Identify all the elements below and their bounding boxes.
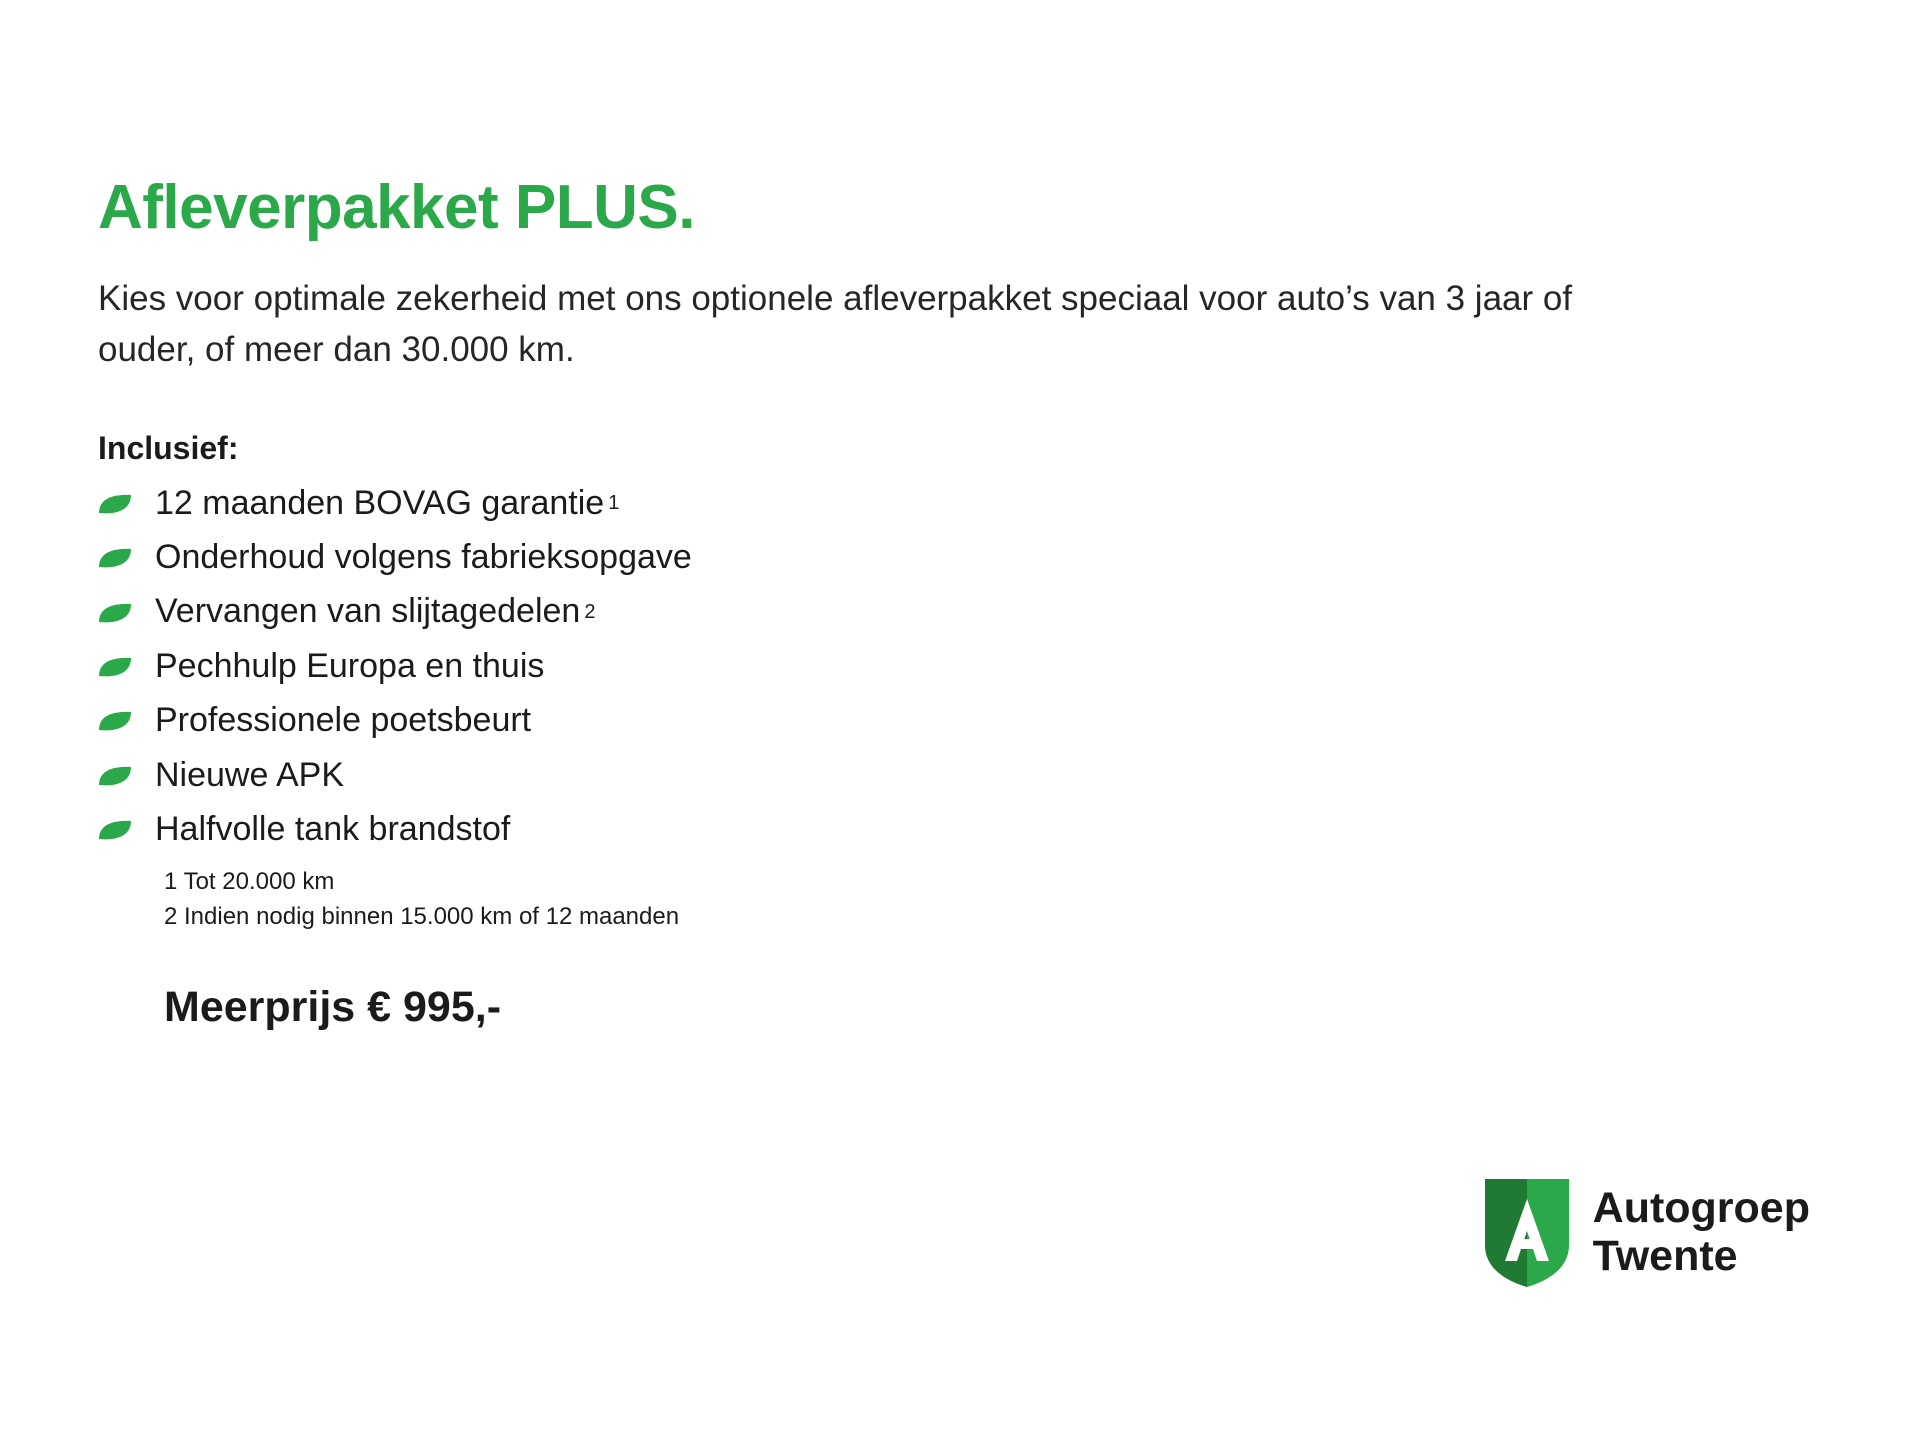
leaf-bullet-icon (98, 493, 132, 516)
intro-paragraph: Kies voor optimale zekerheid met ons optionele afleverpakket speciaal voor auto’s van 3 jaar of ouder, of meer dan 30.000 km. (98, 279, 1573, 369)
list-item (98, 485, 1658, 522)
footnote-marker: 2 (584, 601, 596, 624)
brand-logo-line2: Twente (1592, 1232, 1738, 1280)
content-block (98, 175, 1658, 1032)
list-item-label: Professionele poetsbeurt (155, 701, 532, 740)
leaf-bullet-icon (98, 765, 132, 788)
leaf-bullet-icon (98, 710, 132, 733)
autogroep-twente-shield-icon (1481, 1173, 1573, 1291)
page-title: Afleverpakket PLUS. (98, 173, 695, 242)
list-item (98, 539, 1658, 576)
brand-logo-line1: Autogroep (1592, 1183, 1810, 1232)
list-item (98, 593, 1658, 630)
feature-list (98, 485, 1658, 849)
footnote-2: 2 Indien nodig binnen 15.000 km of 12 maanden (164, 903, 680, 931)
price-label: Meerprijs € 995,- (164, 982, 502, 1031)
footnote-1: 1 Tot 20.000 km (164, 868, 335, 896)
leaf-bullet-icon (98, 547, 132, 570)
list-item (98, 757, 1658, 794)
list-item-label: Nieuwe APK (155, 755, 344, 794)
list-item-label: Onderhoud volgens fabrieksopgave (155, 537, 692, 576)
leaf-bullet-icon (98, 602, 132, 625)
includes-label: Inclusief: (98, 429, 239, 466)
leaf-bullet-icon (98, 656, 132, 679)
list-item (98, 702, 1658, 739)
list-item-label: Vervangen van slijtagedelen (155, 592, 581, 631)
list-item-label: Halfvolle tank brandstof (155, 809, 511, 848)
footnote-marker: 1 (608, 492, 620, 515)
footnotes (164, 865, 1658, 935)
leaf-bullet-icon (98, 819, 132, 842)
list-item-label: 12 maanden BOVAG garantie (155, 483, 605, 522)
brand-logo-text (1593, 1184, 1810, 1280)
list-item (98, 648, 1658, 685)
list-item (98, 811, 1658, 848)
list-item-label: Pechhulp Europa en thuis (155, 646, 545, 685)
brand-logo (1481, 1173, 1810, 1291)
